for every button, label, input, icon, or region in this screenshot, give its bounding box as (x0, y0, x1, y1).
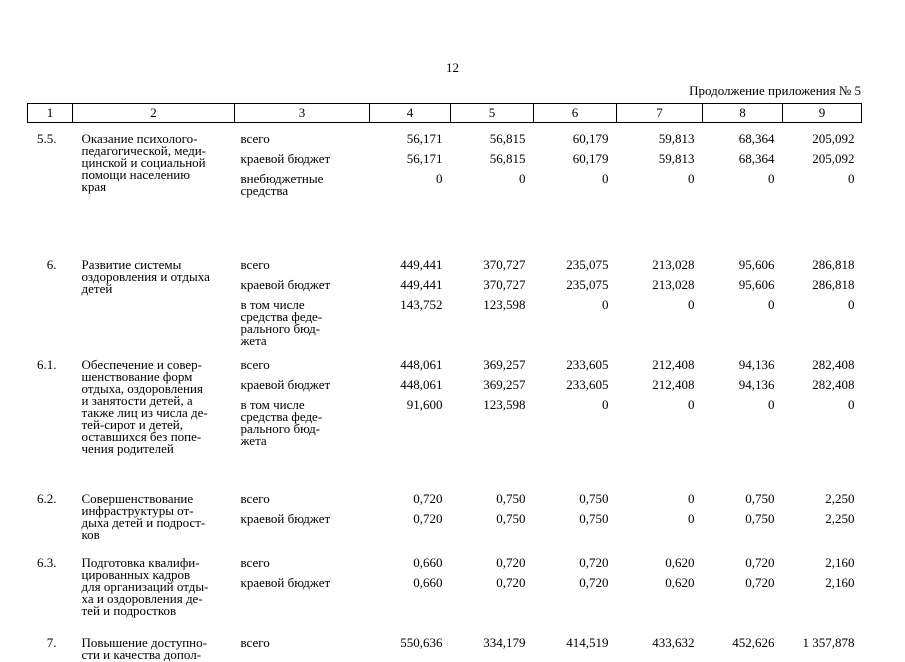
value: 60,179 (572, 151, 609, 166)
value-cell (783, 127, 862, 233)
funding-source-line: средства феде- (240, 409, 323, 424)
value: 91,600 (406, 397, 443, 412)
value: 143,752 (400, 297, 443, 312)
value: 433,632 (652, 635, 695, 650)
funding-source-label (241, 133, 370, 153)
row-title-line: края (81, 179, 107, 194)
value-cell (370, 479, 451, 553)
value: 235,075 (566, 257, 609, 272)
value-cell (703, 553, 783, 623)
value: 0,720 (413, 511, 443, 526)
value: 286,818 (812, 277, 855, 292)
value: 205,092 (812, 131, 855, 146)
value: 448,061 (400, 357, 443, 372)
funding-source-line: средства феде- (240, 309, 323, 324)
row-index (28, 553, 73, 623)
value-cell (534, 479, 617, 553)
row-title-line: помощи населению (81, 167, 190, 182)
row-title-line: также лиц из числа де- (81, 405, 208, 420)
row-title-line: тей-сирот и детей, (81, 417, 183, 432)
value: 0 (848, 171, 855, 186)
row-index-text: 6.1. (37, 357, 57, 372)
value: 1 357,878 (802, 635, 855, 650)
value-cell (534, 233, 617, 355)
funding-source-line: жета (240, 433, 267, 448)
value-cell (703, 623, 783, 661)
value: 370,727 (483, 257, 526, 272)
funding-source-label (241, 493, 370, 513)
value-cell (370, 233, 451, 355)
row-title-line: дыха детей и подрост- (81, 515, 206, 530)
row-title-line: для организаций отды- (81, 579, 209, 594)
row-title-line: оздоровления и отдыха (81, 269, 210, 284)
col-header: 2 (73, 104, 235, 123)
row-index (28, 355, 73, 479)
row-title-line: Подготовка квалифи- (81, 555, 200, 570)
value: 0 (688, 297, 695, 312)
funding-source-label (241, 577, 370, 623)
value: 213,028 (652, 277, 695, 292)
value-cell (783, 233, 862, 355)
funding-source-line: всего (240, 635, 270, 650)
value-cell (451, 355, 534, 479)
value: 0,620 (665, 555, 695, 570)
value: 0,720 (413, 491, 443, 506)
value-cell (451, 623, 534, 661)
value: 0 (688, 397, 695, 412)
value: 0 (688, 491, 695, 506)
value-cell (451, 479, 534, 553)
row-title-line: Обеспечение и совер- (81, 357, 202, 372)
value: 235,075 (566, 277, 609, 292)
col-header: 7 (617, 104, 703, 123)
funding-source-line: всего (240, 131, 270, 146)
row-title-line: Развитие системы (81, 257, 182, 272)
row-title-line: Оказание психолого- (81, 131, 198, 146)
row-title-line: цированных кадров (81, 567, 191, 582)
value: 448,061 (400, 377, 443, 392)
row-index (28, 623, 73, 661)
row-index-text: 5.5. (37, 131, 57, 146)
value: 0 (768, 171, 775, 186)
funding-source-label (241, 637, 370, 657)
value-cell (370, 623, 451, 661)
value-cell (534, 127, 617, 233)
value: 449,441 (400, 277, 443, 292)
row-title-line: инфраструктуры от- (81, 503, 194, 518)
value: 0,750 (745, 491, 775, 506)
row-title-line: шенствование форм (81, 369, 193, 384)
row-title-line: ков (81, 527, 100, 542)
row-index (28, 233, 73, 355)
funding-source-line: всего (240, 257, 270, 272)
value-cell (617, 233, 703, 355)
value: 0,720 (496, 555, 526, 570)
col-header: 5 (451, 104, 534, 123)
value: 414,519 (566, 635, 609, 650)
value-cell (783, 553, 862, 623)
value: 0,750 (496, 511, 526, 526)
value: 0 (436, 171, 443, 186)
value-cell (703, 355, 783, 479)
funding-source-label (241, 173, 370, 233)
funding-source (235, 233, 370, 355)
funding-source-label (241, 557, 370, 577)
value-cell (783, 355, 862, 479)
value-cell (703, 127, 783, 233)
value: 0,720 (745, 575, 775, 590)
column-number-header (28, 104, 862, 123)
value-cell (617, 553, 703, 623)
col-header: 4 (370, 104, 451, 123)
value: 0 (519, 171, 526, 186)
row-index (28, 127, 73, 233)
value: 0 (768, 297, 775, 312)
value: 2,250 (825, 511, 855, 526)
table-row (28, 553, 862, 623)
value: 95,606 (738, 277, 775, 292)
row-title (73, 233, 235, 355)
col-header: 3 (235, 104, 370, 123)
value-cell (783, 623, 862, 661)
value-cell (451, 553, 534, 623)
funding-source-line: всего (240, 555, 270, 570)
row-title-line: чения родителей (81, 441, 174, 456)
value: 0,750 (579, 511, 609, 526)
funding-source-line: краевой бюджет (240, 277, 331, 292)
funding-source-line: краевой бюджет (240, 511, 331, 526)
value: 68,364 (738, 151, 775, 166)
row-title (73, 553, 235, 623)
row-title-line: педагогической, меди- (81, 143, 206, 158)
row-title (73, 479, 235, 553)
value: 213,028 (652, 257, 695, 272)
value: 369,257 (483, 377, 526, 392)
value: 449,441 (400, 257, 443, 272)
value-cell (534, 553, 617, 623)
funding-source-label (241, 299, 370, 355)
row-title-line: сти и качества допол- (81, 647, 202, 662)
table-row (28, 127, 862, 233)
funding-source-line: всего (240, 491, 270, 506)
funding-source-label (241, 259, 370, 279)
value: 56,171 (406, 131, 443, 146)
row-title-line: и занятости детей, а (81, 393, 193, 408)
col-header: 8 (703, 104, 783, 123)
value: 0 (602, 297, 609, 312)
value: 0,720 (496, 575, 526, 590)
value-cell (534, 623, 617, 661)
value-cell (534, 355, 617, 479)
row-title-line: оставшихся без попе- (81, 429, 202, 444)
value: 0 (848, 397, 855, 412)
value: 212,408 (652, 377, 695, 392)
value: 94,136 (738, 357, 775, 372)
funding-source-label (241, 153, 370, 173)
funding-source-line: жета (240, 333, 267, 348)
value: 0,720 (745, 555, 775, 570)
funding-source-line: краевой бюджет (240, 151, 331, 166)
value: 0 (688, 511, 695, 526)
funding-source-line: внебюджетные (240, 171, 324, 186)
funding-source-label (241, 279, 370, 299)
row-title-line: тей и подростков (81, 603, 177, 618)
value: 68,364 (738, 131, 775, 146)
funding-source-label (241, 513, 370, 553)
value-cell (370, 127, 451, 233)
value: 0 (688, 171, 695, 186)
value: 205,092 (812, 151, 855, 166)
funding-source-line: всего (240, 357, 270, 372)
value: 2,160 (825, 575, 855, 590)
value: 0 (768, 397, 775, 412)
value: 286,818 (812, 257, 855, 272)
value: 212,408 (652, 357, 695, 372)
value-cell (451, 127, 534, 233)
value: 0,750 (579, 491, 609, 506)
value: 95,606 (738, 257, 775, 272)
value: 0 (602, 397, 609, 412)
row-title (73, 127, 235, 233)
funding-source-label (241, 399, 370, 479)
funding-source-label (241, 379, 370, 399)
value: 0 (602, 171, 609, 186)
funding-source-line: рального бюд- (240, 321, 321, 336)
value: 0,720 (579, 555, 609, 570)
funding-source-line: краевой бюджет (240, 575, 331, 590)
table-row (28, 355, 862, 479)
value: 2,160 (825, 555, 855, 570)
value-cell (370, 553, 451, 623)
value: 282,408 (812, 377, 855, 392)
continuation-caption: Продолжение приложения № 5 (689, 83, 861, 98)
funding-source (235, 623, 370, 661)
value: 282,408 (812, 357, 855, 372)
page-number: 12 (446, 60, 459, 75)
value: 370,727 (483, 277, 526, 292)
table-row (28, 233, 862, 355)
funding-source (235, 553, 370, 623)
value: 550,636 (400, 635, 443, 650)
value: 0 (848, 297, 855, 312)
funding-source-line: краевой бюджет (240, 377, 331, 392)
value-cell (617, 623, 703, 661)
value: 0,720 (579, 575, 609, 590)
row-index-text: 6. (46, 257, 57, 272)
table-row (28, 479, 862, 553)
funding-source (235, 127, 370, 233)
funding-source (235, 355, 370, 479)
value: 60,179 (572, 131, 609, 146)
value-cell (703, 479, 783, 553)
table-body (28, 123, 862, 662)
value: 452,626 (732, 635, 775, 650)
value: 0,620 (665, 575, 695, 590)
row-title-line: детей (81, 281, 113, 296)
row-title-line: отдыха, оздоровления (81, 381, 203, 396)
value: 59,813 (658, 131, 695, 146)
value: 0,660 (413, 575, 443, 590)
appendix-table (27, 103, 862, 661)
row-index (28, 479, 73, 553)
row-title-line: Совершенствование (81, 491, 194, 506)
row-index-text: 6.2. (37, 491, 57, 506)
funding-source-label (241, 359, 370, 379)
value: 0,750 (745, 511, 775, 526)
funding-source-line: в том числе (240, 297, 305, 312)
value: 334,179 (483, 635, 526, 650)
value: 56,815 (489, 131, 526, 146)
row-title (73, 623, 235, 661)
value: 369,257 (483, 357, 526, 372)
col-header: 9 (783, 104, 862, 123)
col-header: 6 (534, 104, 617, 123)
value-cell (617, 127, 703, 233)
value: 233,605 (566, 357, 609, 372)
row-index-text: 6.3. (37, 555, 57, 570)
row-title-line: цинской и социальной (81, 155, 206, 170)
funding-source-line: средства (240, 183, 289, 198)
row-index-text: 7. (46, 635, 57, 650)
value: 0,750 (496, 491, 526, 506)
value-cell (703, 233, 783, 355)
value-cell (783, 479, 862, 553)
row-title-line: ха и оздоровления де- (81, 591, 203, 606)
value-cell (451, 233, 534, 355)
value: 233,605 (566, 377, 609, 392)
value-cell (370, 355, 451, 479)
funding-source (235, 479, 370, 553)
value-cell (617, 355, 703, 479)
value: 94,136 (738, 377, 775, 392)
value: 123,598 (483, 397, 526, 412)
value: 56,815 (489, 151, 526, 166)
value-cell (617, 479, 703, 553)
row-title-line: Повышение доступно- (81, 635, 207, 650)
funding-source-line: в том числе (240, 397, 305, 412)
col-header: 1 (28, 104, 73, 123)
value: 0,660 (413, 555, 443, 570)
funding-source-line: рального бюд- (240, 421, 321, 436)
value: 2,250 (825, 491, 855, 506)
value: 59,813 (658, 151, 695, 166)
value: 123,598 (483, 297, 526, 312)
row-title (73, 355, 235, 479)
table-row (28, 623, 862, 661)
value: 56,171 (406, 151, 443, 166)
